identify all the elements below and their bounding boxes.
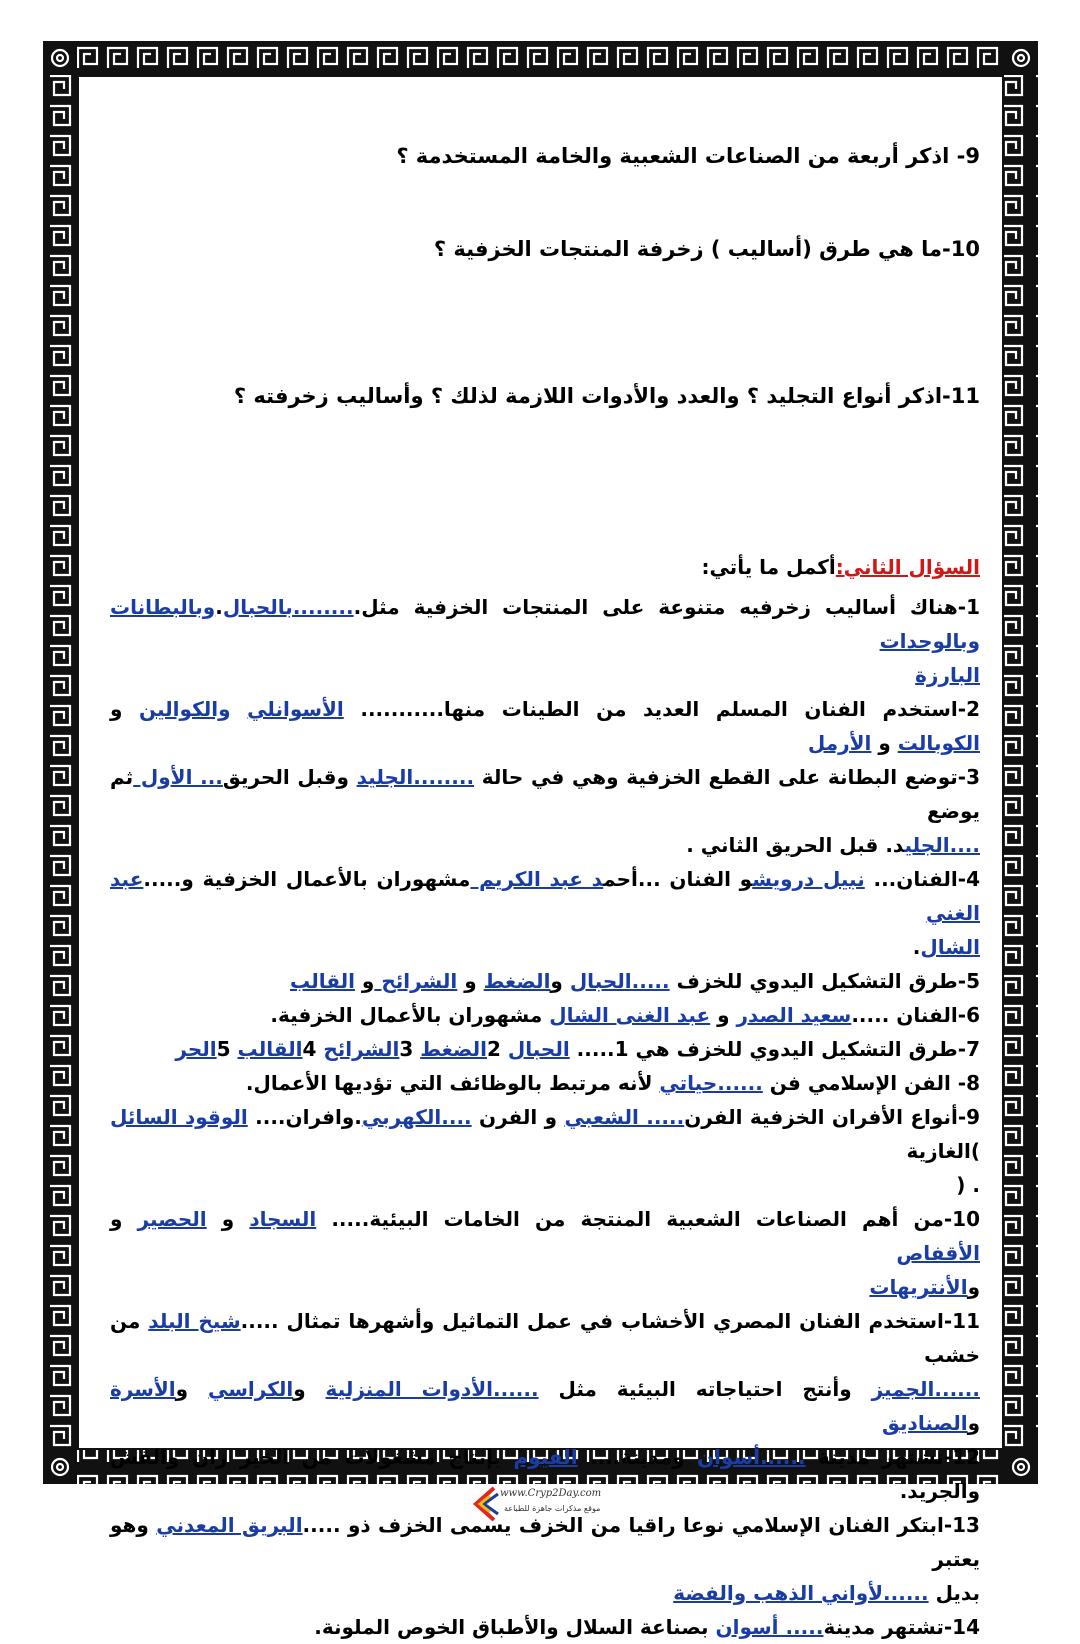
item-line (110, 590, 980, 658)
answer-text: ... الأول (133, 765, 223, 789)
answer-text: الأسرة (110, 1377, 176, 1401)
item-text: و (175, 1377, 208, 1401)
item-text: . (912, 935, 921, 959)
answer-text: البريق المعدني (156, 1513, 303, 1537)
item-text: 11-استخدم الفنان المصري الأخشاب في عمل التماثيل وأشهرها تمثال ..... (240, 1309, 980, 1333)
answer-text: ......لأواني الذهب والفضة (673, 1581, 929, 1605)
footer-url: www.Cryp2Day.com (500, 1488, 602, 1499)
item-text: و (550, 969, 570, 993)
item-text: 12-تشتهر مدينة (805, 1445, 980, 1469)
answer-text: القالب (290, 969, 355, 993)
item-text: و (293, 1377, 326, 1401)
answer-text: عبد الغنى الشال (549, 1003, 711, 1027)
item-text: و (457, 969, 484, 993)
item-line (110, 1304, 980, 1372)
logo-mark-icon (470, 1486, 500, 1522)
list-item (110, 590, 980, 692)
question-9: 9- اذكر أربعة من الصناعات الشعبية والخامة المستخدمة ؟ (396, 144, 980, 168)
answer-text: .....الحبال (569, 969, 670, 993)
item-line (110, 964, 980, 998)
item-text: مشهوران بالأعمال الخزفية و..... (143, 867, 471, 891)
item-text: و (110, 1207, 138, 1231)
item-line (110, 828, 980, 862)
item-text: 2-استخدم الفنان المسلم العديد من الطينات منها........... (343, 697, 980, 721)
item-line (110, 1610, 980, 1644)
answer-text: ........بالحبال (222, 595, 354, 619)
item-line (110, 692, 980, 760)
answer-text: البارزة (915, 663, 980, 687)
item-text: من خشب (110, 1309, 980, 1367)
answer-text: نبيل درويش (752, 867, 865, 891)
list-item (110, 862, 980, 964)
list-item (110, 1066, 980, 1100)
answer-text: الحبال (507, 1037, 570, 1061)
answer-text: ......أسوان (697, 1445, 806, 1469)
item-text: و (967, 1411, 980, 1435)
item-line (110, 1270, 980, 1304)
answer-text: د عبد الكريم (470, 867, 604, 891)
item-text: و (354, 969, 375, 993)
answer-text: الكراسي (208, 1377, 294, 1401)
answer-text: الأرمل (807, 731, 872, 755)
item-text: و (871, 731, 898, 755)
item-text: 13-ابتكر الفنان الإسلامي نوعا راقيا من الخزف يسمى الخزف ذو ..... (302, 1513, 980, 1537)
item-text: 6-الفنان ..... (851, 1003, 980, 1027)
answer-text: عبد الغني (110, 867, 980, 925)
answer-text: الكوبالت (897, 731, 980, 755)
answer-text: وبالبطانات (110, 595, 216, 619)
item-text: بديل (928, 1581, 980, 1605)
item-text: 3 (399, 1037, 421, 1061)
list-item (110, 760, 980, 862)
item-text: 2 (486, 1037, 508, 1061)
answer-text: الشال (920, 935, 980, 959)
answer-text: شيخ البلد (148, 1309, 241, 1333)
answer-text: ..... الشعبي (564, 1105, 685, 1129)
answer-text: الشرائح (374, 969, 458, 993)
answer-text: الحصير (137, 1207, 207, 1231)
item-line (110, 760, 980, 828)
item-text: 7-طرق التشكيل اليدوي للخزف هي 1..... (569, 1037, 980, 1061)
item-line (110, 930, 980, 964)
item-text: وهو يعتبر (110, 1513, 980, 1571)
item-text: . (215, 595, 223, 619)
item-line (110, 1202, 980, 1270)
answer-text: الضغط (420, 1037, 487, 1061)
answer-text: الفيوم (513, 1445, 578, 1469)
answer-text: القالب (237, 1037, 303, 1061)
item-text: ثم يوضع (110, 765, 980, 823)
item-text: ومدينة.... (577, 1445, 697, 1469)
item-text: لأنه مرتبط بالوظائف التي تؤديها الأعمال. (245, 1071, 660, 1095)
item-text: وأنتج احتياجاته البيئية مثل (538, 1377, 872, 1401)
item-text: و (710, 1003, 737, 1027)
answer-text: الصناديق (882, 1411, 968, 1435)
item-text: بإنتاج مشغولات من الخير زان والقش والجريد. (110, 1445, 980, 1503)
answer-text: الأسوانلي (247, 697, 344, 721)
item-text: 4 (302, 1037, 324, 1061)
item-line (110, 1576, 980, 1610)
item-line (110, 1168, 980, 1202)
section-title: السؤال الثاني: (835, 555, 980, 579)
item-text: و (967, 1275, 980, 1299)
answer-text: الوقود السائل (110, 1105, 248, 1129)
item-line (110, 658, 980, 692)
item-line (110, 862, 980, 930)
item-text: .وافران.... (247, 1105, 362, 1129)
footer-subtitle: موقع مذكرات جاهزة للطباعة (504, 1504, 601, 1513)
item-text: 14-تشتهر مدينة (823, 1615, 980, 1639)
item-text: 5 (216, 1037, 238, 1061)
list-item (110, 998, 980, 1032)
list-item (110, 964, 980, 998)
answer-text: سعيد الصدر (736, 1003, 852, 1027)
answer-text: الأقفاص (896, 1241, 980, 1265)
item-text: و (206, 1207, 250, 1231)
list-item (110, 1202, 980, 1304)
item-line (110, 1100, 980, 1168)
question-10: 10-ما هي طرق (أساليب ) زخرفة المنتجات الخزفية ؟ (433, 237, 980, 261)
item-text: بصناعة السلال والأطباق الخوص الملونة. (314, 1615, 716, 1639)
answer-text: ....الكهربي (361, 1105, 472, 1129)
item-text: 1-هناك أساليب زخرفيه متنوعة على المنتجات الخزفية مثل. (353, 595, 980, 619)
item-line (110, 1032, 980, 1066)
item-text: د. قبل الحريق الثاني . (686, 833, 905, 857)
answer-text: الشرائح (323, 1037, 400, 1061)
question-11: 11-اذكر أنواع التجليد ؟ والعدد والأدوات اللازمة لذلك ؟ وأساليب زخرفته ؟ (233, 384, 980, 408)
item-text: 5-طرق التشكيل اليدوي للخزف (669, 969, 980, 993)
item-text: 10-من أهم الصناعات الشعبية المنتجة من الخامات البيئية..... (316, 1207, 980, 1231)
worksheet-content (110, 0, 981, 1639)
item-text: 4-الفنان... (864, 867, 980, 891)
item-text: مشهوران بالأعمال الخزفية. (270, 1003, 550, 1027)
item-line (110, 1372, 980, 1440)
answer-text: وبالوحدات (879, 629, 980, 653)
section-instruction: أكمل ما يأتي: (701, 555, 836, 579)
answer-text: والكوالين (139, 697, 231, 721)
answer-text: ........الجليد (356, 765, 475, 789)
item-text: 3-توضع البطانة على القطع الخزفية وهي في حالة (474, 765, 980, 789)
list-item (110, 1100, 980, 1202)
item-text: 9-أنواع الأفران الخزفية الفرن (684, 1105, 981, 1129)
answer-text: ..... أسوان (715, 1615, 824, 1639)
answer-text: ....الجلي (904, 833, 980, 857)
item-text: . ( (956, 1173, 980, 1197)
answer-text: الضغط (483, 969, 551, 993)
list-item (110, 692, 980, 760)
answer-text: ......الجميز (871, 1377, 980, 1401)
answer-text: ......الأدوات المنزلية (325, 1377, 539, 1401)
item-line (110, 1066, 980, 1100)
item-text: )الغازية (906, 1139, 980, 1163)
item-text: و (110, 697, 139, 721)
item-text (231, 697, 248, 721)
answer-text: الحر (175, 1037, 217, 1061)
site-logo (470, 1486, 620, 1524)
answer-text: الأنتريهات (869, 1275, 968, 1299)
section-heading (701, 550, 980, 584)
list-item (110, 1032, 980, 1066)
list-item (110, 1304, 980, 1440)
answer-text: ......حياتي (659, 1071, 763, 1095)
item-text: 8- الفن الإسلامي فن (762, 1071, 980, 1095)
item-text: و الفرن (471, 1105, 565, 1129)
item-text: وقبل الحريق (222, 765, 357, 789)
answer-text: السجاد (249, 1207, 317, 1231)
item-line (110, 998, 980, 1032)
list-item (110, 1610, 980, 1644)
item-text: و الفنان ...أحم (603, 867, 753, 891)
